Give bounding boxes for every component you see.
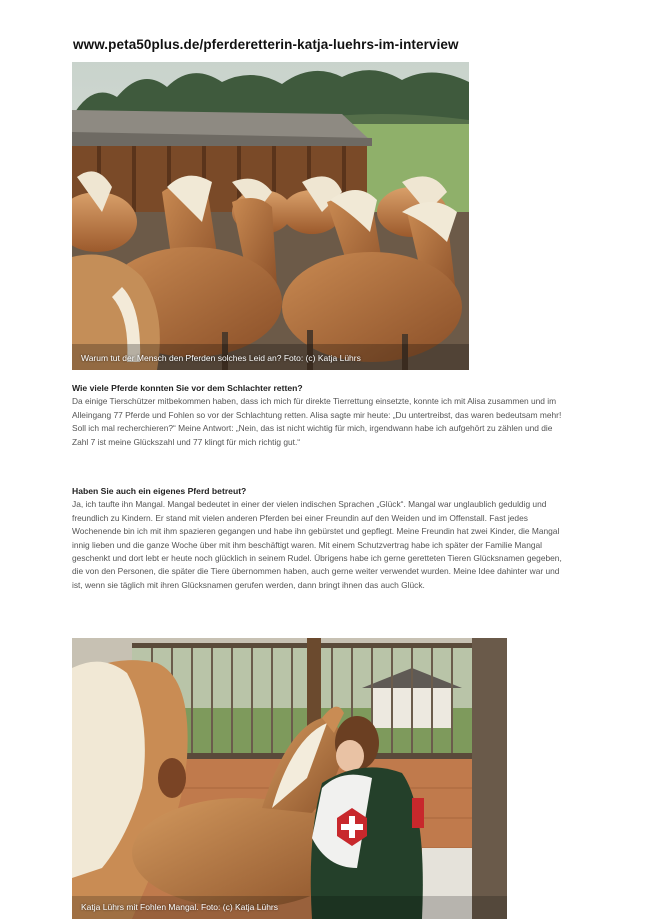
horses-herd-photo — [72, 62, 469, 370]
woman-with-foal-photo — [72, 638, 507, 919]
horses-herd-illustration — [72, 62, 469, 370]
interview-section-1 — [72, 382, 567, 449]
page-url: www.peta50plus.de/pferderetterin-katja-luehrs-im-interview — [73, 37, 459, 52]
interview-answer: Ja, ich taufte ihn Mangal. Mangal bedeutet in einer der vielen indischen Sprachen „Glück“. Mangal war unglaublich geduldig und freundlich zu Kindern. Er stand mit vielen anderen Pferden bei einer Freundin auf den Weiden und im Offenstall. Fast jedes Wochenende bin ich mit ihm spazieren gegangen und habe ihn gebürstet und gepflegt. Meine Freundin hat zwei Kinder, die Mangal innig lieben und die ganze Woche über mit ihm beschäftigt waren. Mit einem Schutzvertrag habe ich später der Familie Mangal geschenkt und dort lebt er heute noch glücklich in seinem Rudel. Übrigens habe ich gerne geretteten Tieren Glücksnamen gegeben, die von den Personen, die später die Tiere übernommen haben, auch gerne weiter verwendet wurden. Meine Idee dahinter war und ist, wenn sie täglich mit ihren Glücksnamen gerufen werden, dann bringt ihnen das auch Glück. — [72, 499, 562, 590]
interview-section-2 — [72, 485, 567, 592]
photo-caption: Katja Lührs mit Fohlen Mangal. Foto: (c) Katja Lührs — [81, 902, 279, 912]
interview-question: Haben Sie auch ein eigenes Pferd betreut? — [72, 486, 247, 496]
photo-caption: Warum tut der Mensch den Pferden solches Leid an? Foto: (c) Katja Lührs — [81, 353, 361, 363]
interview-question: Wie viele Pferde konnten Sie vor dem Schlachter retten? — [72, 383, 303, 393]
interview-answer: Da einige Tierschützer mitbekommen haben, dass ich mich für direkte Tierrettung einsetzte, konnte ich mit Alisa zusammen und im Alleingang 77 Pferde und Fohlen so vor der Schlachtung retten. Alisa sagte mir heute: „Du untertreibst, das waren bedeutsam mehr! Soll ich mal recherchieren?“ Meine Antwort: „Nein, das ist nicht wichtig für mich, irgendwann habe ich aufgehört zu zählen und die Zahl 7 ist meine Glückszahl und 77 klingt für mich richtig gut.“ — [72, 396, 562, 447]
woman-with-foal-illustration — [72, 638, 507, 919]
